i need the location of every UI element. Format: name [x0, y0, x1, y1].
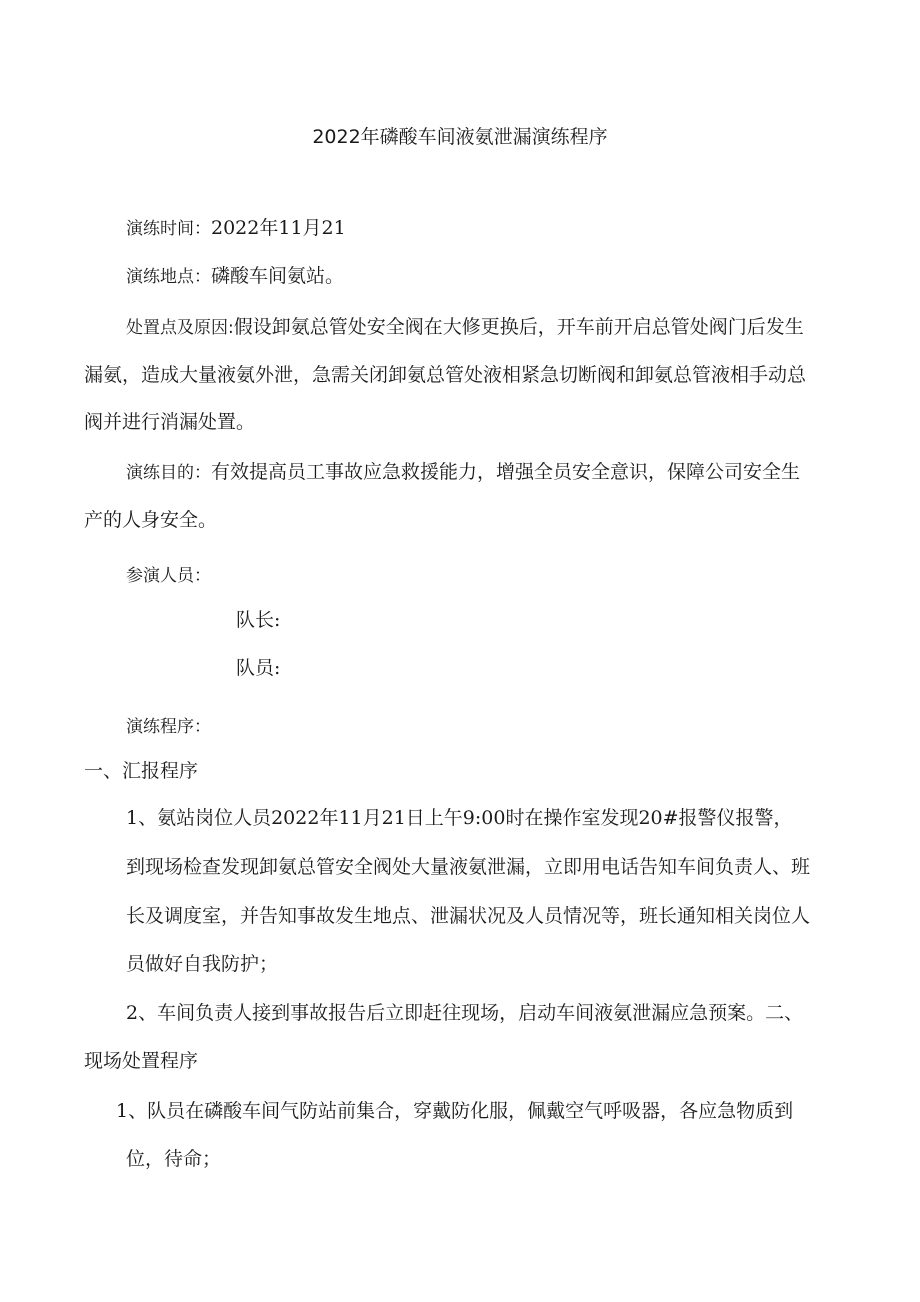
onsite-item-1-line-1: 1、队员在磷酸车间气防站前集合，穿戴防化服，佩戴空气呼吸器，各应急物质到 — [116, 1100, 794, 1122]
drill-time-label: 演练时间： — [126, 219, 211, 239]
report-item-1-line-3: 长及调度室，并告知事故发生地点、泄漏状况及人员情况等，班长通知相关岗位人 — [126, 905, 811, 927]
onsite-item-1-line-2: 位，待命； — [126, 1148, 222, 1170]
report-item-1-line-4: 员做好自我防护； — [126, 953, 279, 975]
section-heading-report: 一、汇报程序 — [84, 760, 199, 782]
report-item-2-line-1: 2、车间负责人接到事故报告后立即赶往现场，启动车间液氨泄漏应急预案。二、 — [126, 1002, 804, 1024]
procedure-label: 演练程序： — [126, 717, 211, 737]
report-item-2-line-2: 现场处置程序 — [84, 1050, 199, 1072]
purpose-text-1: 有效提高员工事故应急救援能力，增强全员安全意识，保障公司安全生 — [211, 461, 801, 483]
document-title: 2022年磷酸车间液氨泄漏演练程序 — [312, 126, 608, 148]
captain-line: 队长: — [236, 609, 281, 631]
member-line: 队员: — [236, 657, 281, 679]
report-item-1-line-2: 到现场检查发现卸氨总管安全阀处大量液氨泄漏，立即用电话告知车间负责人、班 — [126, 856, 811, 878]
cause-line-3: 阀并进行消漏处置。 — [84, 411, 256, 433]
cause-text-1: 假设卸氨总管处安全阀在大修更换后，开车前开启总管处阀门后发生 — [233, 316, 804, 338]
purpose-label: 演练目的： — [126, 463, 211, 483]
drill-place-label: 演练地点： — [126, 267, 211, 287]
report-item-1-line-1: 1、氨站岗位人员2022年11月21日上午9:00时在操作室发现20#报警仪报警， — [126, 807, 793, 829]
cause-line-1 — [126, 314, 804, 341]
drill-place-value: 磷酸车间氨站。 — [211, 265, 345, 287]
cause-line-2: 漏氨，造成大量液氨外泄，急需关闭卸氨总管处液相紧急切断阀和卸氨总管液相手动总 — [84, 364, 807, 386]
participants-label: 参演人员： — [126, 566, 211, 586]
purpose-line-1 — [126, 459, 800, 486]
drill-place — [126, 263, 344, 290]
cause-label: 处置点及原因: — [126, 318, 234, 338]
purpose-line-2: 产的人身安全。 — [84, 509, 218, 531]
drill-time-value: 2022年11月21 — [211, 217, 346, 239]
drill-time — [126, 215, 346, 242]
